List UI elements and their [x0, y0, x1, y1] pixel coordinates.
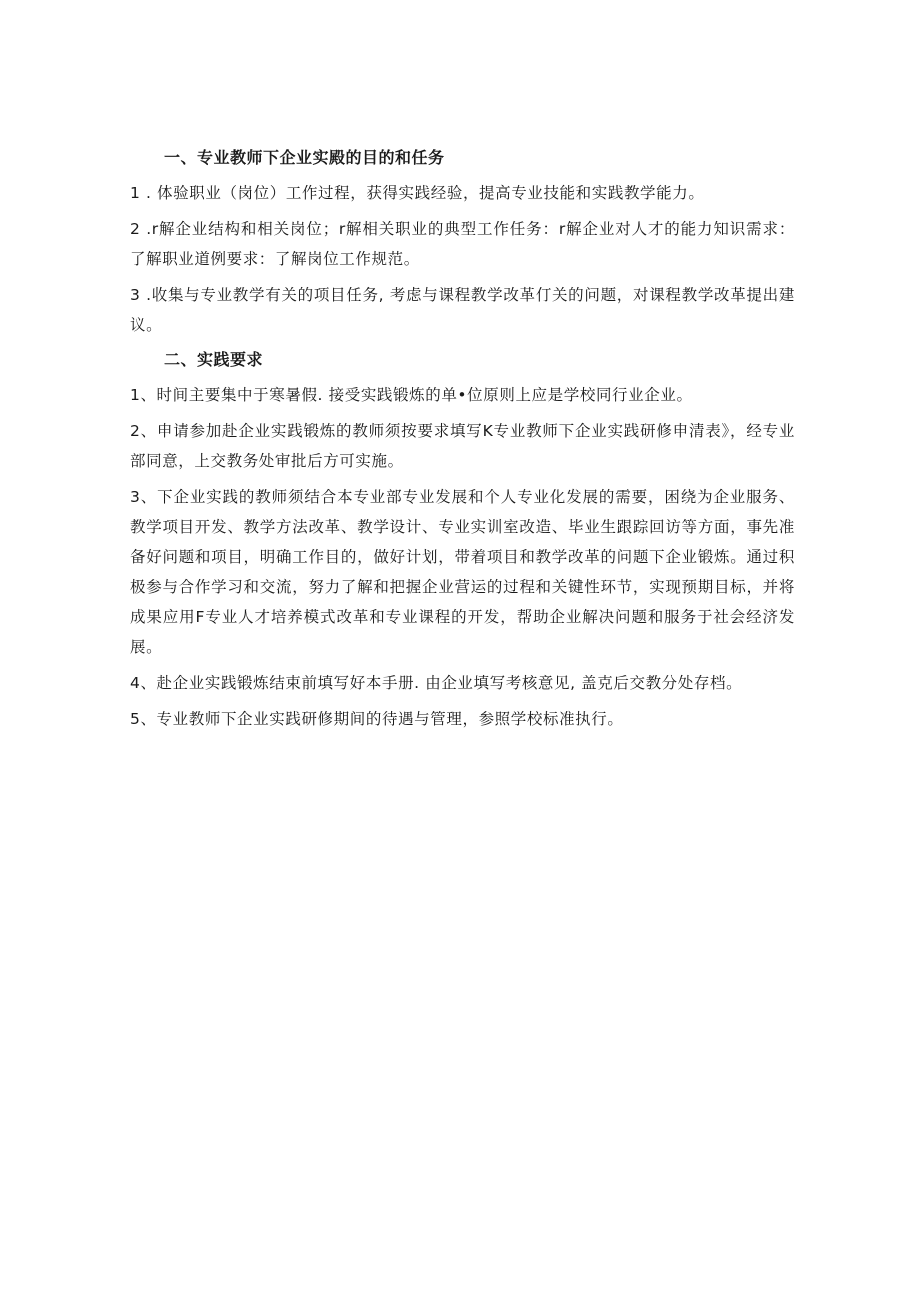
- document-body: [130, 144, 795, 740]
- requirement-item-2: 2、申请参加赴企业实践锻炼的教师须按要求填写K专业教师下企业实践研修申清表》，经专业部同意，上交教务处审批后方可实施。: [130, 422, 795, 470]
- requirement-item-3: 3、下企业实践的教师须结合本专业部专业发展和个人专业化发展的需要，困绕为企业服务、教学项目开发、教学方法改革、教学设计、专业实训室改造、毕业生跟踪回访等方面，事先准备好问题和项目，明确工作目的，做好计划，带着项目和教学改革的问题下企业锻炼。通过积极参与合作学习和交流，努力了解和把握企业营运的过程和关键性环节，实现预期目标，并将成果应用F专业人才培养模式改革和专业课程的开发，帮助企业解决问题和服务于社会经济发展。: [130, 488, 795, 656]
- purpose-item-3: 3 .收集与专业教学有关的项目任务, 考虑与课程教学改革仃关的问题，对课程教学改革提出建议。: [130, 286, 795, 334]
- section-heading-purpose: 一、专业教师下企业实殿的目的和任务: [164, 148, 445, 167]
- purpose-item-2: 2 .r解企业结构和相关岗位；r解相关职业的典型工作任务：r解企业对人才的能力知识需求：了解职业道例要求：了解岗位工作规范。: [130, 220, 795, 268]
- requirement-item-1: 1、时间主要集中于寒暑假. 接受实践锻炼的单•位原则上应是学校同行业企业。: [130, 386, 693, 404]
- requirement-item-4: 4、赴企业实践锻炼结束前填写好本手册. 由企业填写考核意见, 盖克后交教分处存档。: [130, 674, 743, 692]
- purpose-item-1: 1 . 体验职业（岗位）工作过程，获得实践经验，提高专业技能和实践教学能力。: [130, 184, 705, 202]
- requirement-item-5: 5、专业教师下企业实践研修期间的待遇与管理，参照学校标准执行。: [130, 710, 624, 728]
- section-heading-requirements: 二、实践要求: [164, 350, 264, 369]
